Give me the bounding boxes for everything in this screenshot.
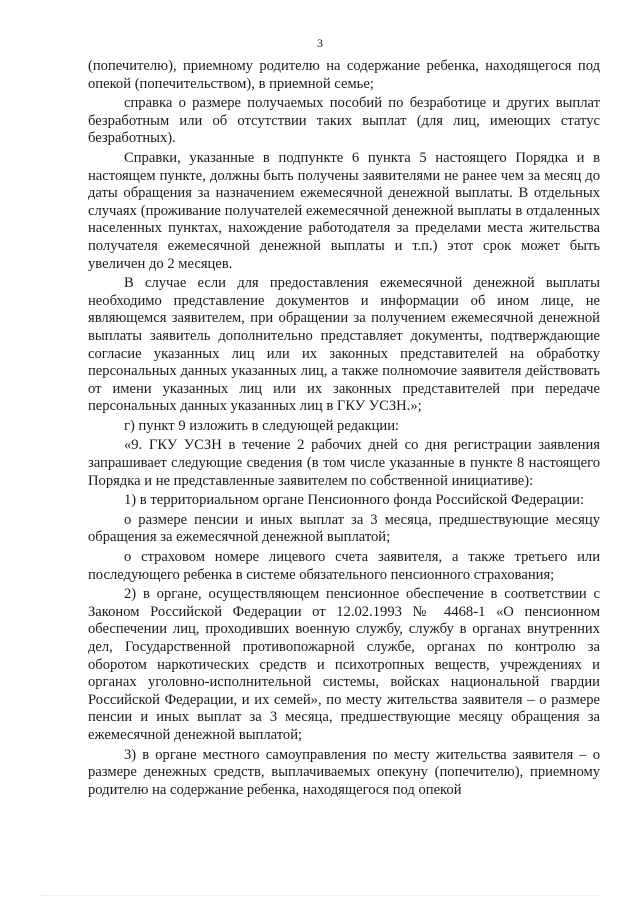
paragraph: «9. ГКУ УСЗН в течение 2 рабочих дней со дня регистрации заявления запрашивает следующие сведения (в том числе указанные в пункте 8 настоящего Порядка и не представленные заявителем по собственной инициативе): <box>88 437 600 489</box>
paragraph: В случае если для предоставления ежемесячной денежной выплаты необходимо представление документов и информации об ином лице, не являющемся заявителем, при обращении за получением ежемесячной денежной выплаты заявитель дополнительно представляет документы, подтверждающие согласие указанных лиц или их законных представителей на обработку персональных данных указанных лиц, а также полномочие заявителя действовать от имени указанных лиц или их законных представителей при передаче персональных данных указанных лиц в ГКУ УСЗН.»; <box>88 275 600 415</box>
paragraph: (попечителю), приемному родителю на содержание ребенка, находящегося под опекой (попечительством), в приемной семье; <box>88 58 600 92</box>
paragraph: 1) в территориальном органе Пенсионного фонда Российской Федерации: <box>124 492 584 509</box>
paragraph: 3) в органе местного самоуправления по месту жительства заявителя – о размере денежных средств, выплачиваемых опекуну (попечителю), приемному родителю на содержание ребенка, находящегося под опекой <box>88 746 600 798</box>
paragraph: Справки, указанные в подпункте 6 пункта 5 настоящего Порядка и в настоящем пункте, должны быть получены заявителями не ранее чем за месяц до даты обращения за назначением ежемесячной денежной выплаты. В отдельных случаях (проживание получателей ежемесячной денежной выплаты в отдаленных населенных пунктах, нахождение работодателя за пределами места жительства получателя ежемесячной денежной выплаты и т.п.) этот срок может быть увеличен до 2 месяцев. <box>88 149 600 272</box>
paragraph: о страховом номере лицевого счета заявителя, а также третьего или последующего ребенка в системе обязательного пенсионного страхования; <box>88 549 600 583</box>
paragraph: г) пункт 9 изложить в следующей редакции: <box>124 417 400 434</box>
paragraph: справка о размере получаемых пособий по безработице и других выплат безработным или об отсутствии таких выплат (для лиц, имеющих статус безработных). <box>88 95 600 147</box>
paragraph: 2) в органе, осуществляющем пенсионное обеспечение в соответствии с Законом Российской Федерации от 12.02.1993 № 4468-1 «О пенсионном обеспечении лиц, проходивших военную службу, службу в органах внутренних дел, Государственной противопожарной службе, органах по контролю за оборотом наркотических средств и психотропных веществ, учреждениях и органах уголовно-исполнительной системы, войсках национальной гвардии Российской Федерации, и их семей», по месту жительства заявителя – о размере пенсии и иных выплат за 3 месяца, предшествующие месяцу обращения за ежемесячной денежной выплатой; <box>88 586 600 743</box>
paragraph: о размере пенсии и иных выплат за 3 месяца, предшествующие месяцу обращения за ежемесячной денежной выплатой; <box>88 511 600 546</box>
scan-artifact <box>40 895 600 897</box>
document-body <box>88 58 600 801</box>
page-number: 3 <box>317 36 323 50</box>
